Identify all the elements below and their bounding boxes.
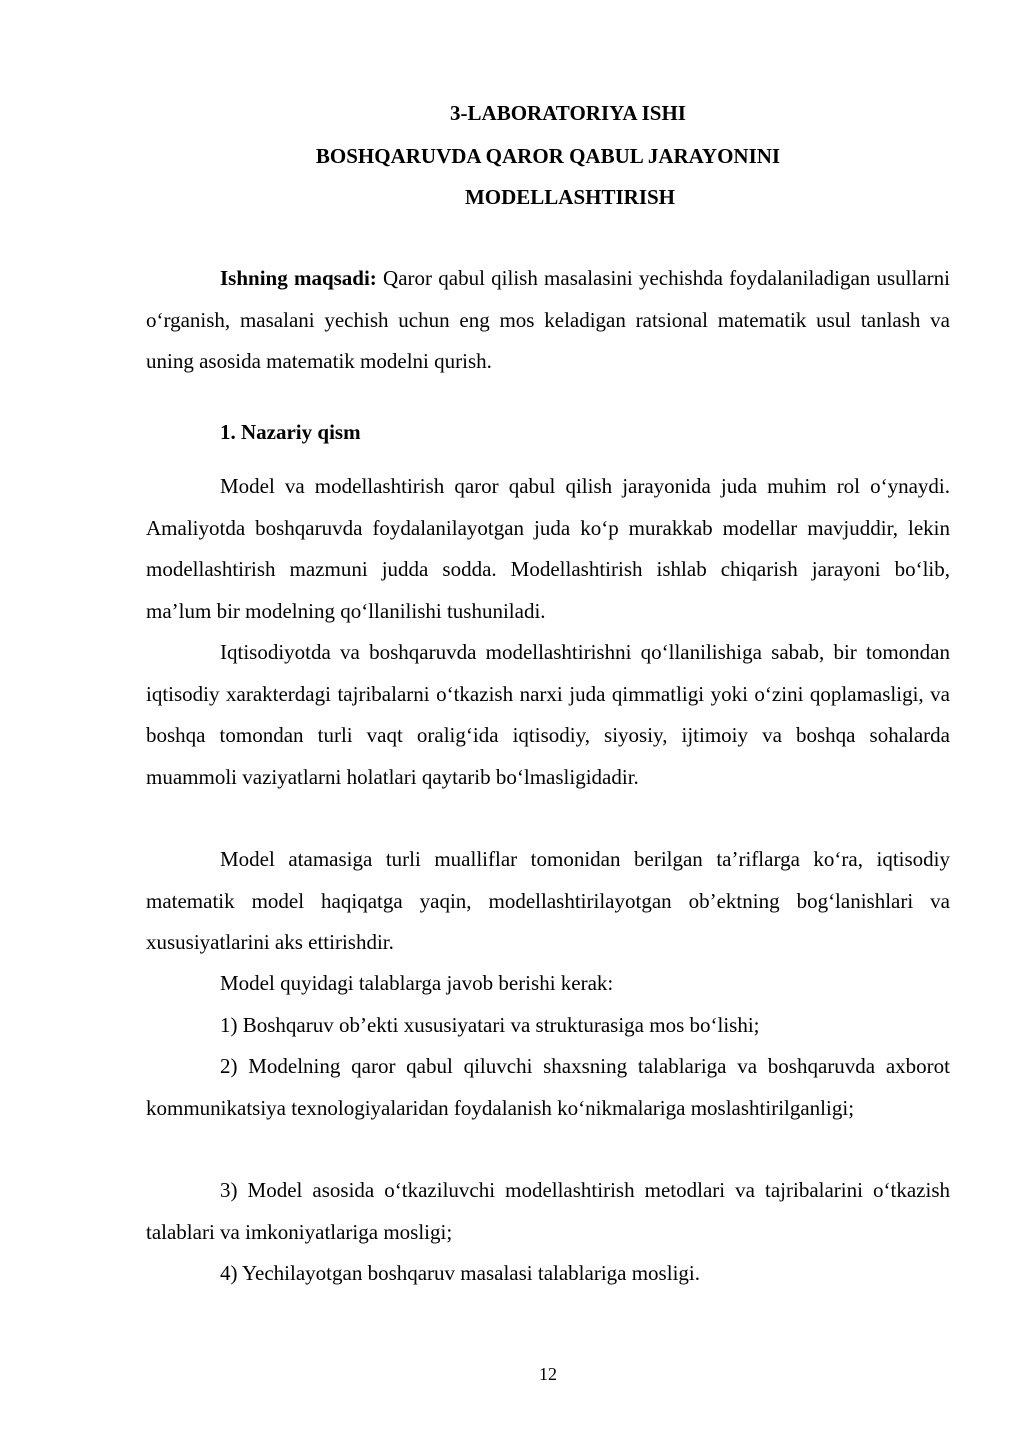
- goal-paragraph: [146, 258, 950, 383]
- goal-label: Ishning maqsadi:: [220, 266, 377, 290]
- requirement-item-3: 3) Model asosida o‘tkaziluvchi modellashtirish metodlari va tajribalarini o‘tkazish talablari va imkoniyatlariga mosligi;: [146, 1178, 950, 1244]
- topic-title-line1: BOSHQARUVDA QAROR QABUL JARAYONINI: [315, 144, 781, 168]
- lab-title: 3-LABORATORIYA ISHI: [450, 101, 686, 125]
- paragraph-2: Iqtisodiyotda va boshqaruvda modellashtirishni qo‘llanilishiga sabab, bir tomondan iqtisodiy xarakterdagi tajribalarni o‘tkazish narxi juda qimmatligi yoki o‘zini qoplamasligi, va boshqa tomondan turli vaqt oralig‘ida iqtisodiy, siyosiy, ijtimoiy va boshqa sohalarda muammoli vaziyatlarni holatlari qaytarib bo‘lmasligidadir.: [146, 640, 950, 789]
- goal-text: Qaror qabul qilish masalasini yechishda foydalaniladigan usullarni o‘rganish, masalani yechish uchun eng mos keladigan ratsional matematik usul tanlash va uning asosida matematik modelni qurish.: [146, 266, 950, 373]
- requirement-item-4: 4) Yechilayotgan boshqaruv masalasi talablariga mosligi.: [220, 1261, 700, 1285]
- topic-title-line2: MODELLASHTIRISH: [464, 185, 676, 209]
- requirement-item-2: 2) Modelning qaror qabul qiluvchi shaxsning talablariga va boshqaruvda axborot kommunikatsiya texnologiyalaridan foydalanish ko‘nikmalariga moslashtirilganligi;: [146, 1054, 950, 1120]
- paragraph-1: Model va modellashtirish qaror qabul qilish jarayonida juda muhim rol o‘ynaydi. Amaliyotda boshqaruvda foydalanilayotgan juda ko‘p murakkab modellar mavjuddir, lekin modellashtirish mazmuni judda sodda. Modellashtirish ishlab chiqarish jarayoni bo‘lib, ma’lum bir modelning qo‘llanilishi tushuniladi.: [146, 474, 950, 623]
- paragraph-3: Model atamasiga turli mualliflar tomonidan berilgan ta’riflarga ko‘ra, iqtisodiy matematik model haqiqatga yaqin, modellashtirilayotgan ob’ektning bog‘lanishlari va xususiyatlarini aks ettirishdir.: [146, 847, 950, 954]
- page-number: 12: [539, 1364, 557, 1384]
- paragraph-4: Model quyidagi talablarga javob berishi kerak:: [220, 971, 614, 995]
- requirement-item-1: 1) Boshqaruv ob’ekti xususiyatari va strukturasiga mos bo‘lishi;: [220, 1013, 760, 1037]
- section-heading: 1. Nazariy qism: [220, 420, 361, 444]
